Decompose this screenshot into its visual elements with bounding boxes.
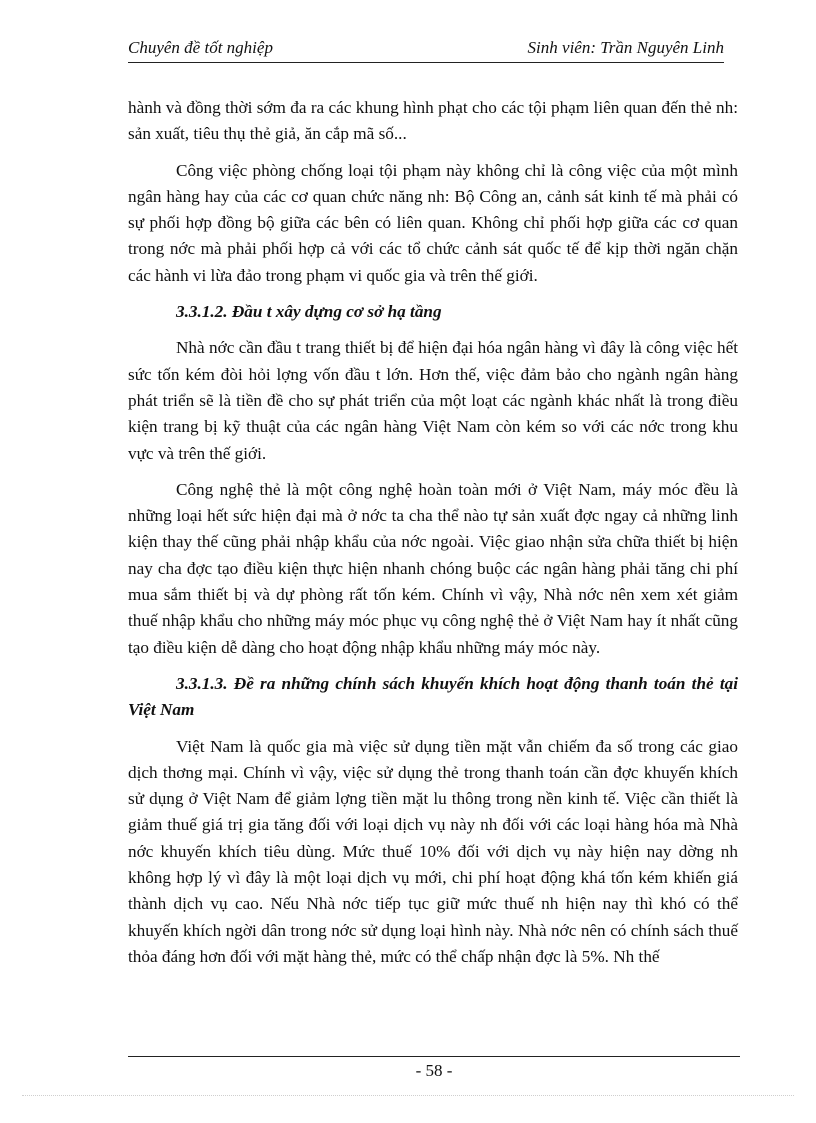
header-title: Chuyên đề tốt nghiệp [128, 38, 273, 57]
page-footer [128, 1056, 740, 1081]
paragraph-tax-policy: Việt Nam là quốc gia mà việc sử dụng tiền mặt vẫn chiếm đa số trong các giao dịch thơng mại. Chính vì vậy, việc sử dụng thẻ trong thanh toán cần đợc khuyến khích sử dụng ở Việt Nam để giảm lợng tiền mặt lu thông trong nền kinh tế. Việc cần thiết là giảm thuế giá trị gia tăng đối với loại dịch vụ này nh đối với các loại hàng hóa mà Nhà nớc khuyến khích tiêu dùng. Mức thuế 10% đối với dịch vụ này hiện nay dờng nh không hợp lý vì đây là một loại dịch vụ mới, chi phí hoạt động khá tốn kém khiến giá thành dịch vụ cao. Nếu Nhà nớc tiếp tục giữ mức thuế nh hiện nay thì khó có thể khuyến khích ngời dân trong nớc sử dụng loại hình này. Nhà nớc nên có chính sách thuế thỏa đáng hơn đối với mặt hàng thẻ, mức có thể chấp nhận đợc là 5%. Nh thế [128, 736, 738, 966]
paragraph-infrastructure: Nhà nớc cần đầu t trang thiết bị để hiện đại hóa ngân hàng vì đây là công việc hết sức tốn kém đòi hỏi lợng vốn đầu t lớn. Hơn thế, việc đảm bảo cho ngành ngân hàng phát triển sẽ là tiền đề cho sự phát triển của một loạt các ngành khác nhất là trong điều kiện trang bị kỹ thuật của các ngân hàng Việt Nam còn kém so với các nớc trong khu vực và trên thế giới. [128, 338, 738, 463]
section-heading-3-3-1-3: 3.3.1.3. Đề ra những chính sách khuyến khích hoạt động thanh toán thẻ tại Việt Nam [128, 673, 738, 720]
paragraph-intro: hành và đồng thời sớm đa ra các khung hình phạt cho các tội phạm liên quan đến thẻ nh: sản xuất, tiêu thụ thẻ giả, ăn cắp mã số... [128, 98, 738, 144]
page-header [128, 34, 724, 63]
paragraph-card-technology: Công nghệ thẻ là một công nghệ hoàn toàn mới ở Việt Nam, máy móc đều là những loại hết sức hiện đại mà ở nớc ta cha thể nào tự sản xuất đợc ngay cả những linh kiện thay thế cũng phải nhập khẩu của nớc ngoài. Việc giao nhận sửa chữa thiết bị hiện nay cha đợc tạo điều kiện thực hiện nhanh chóng buộc các ngân hàng phải tăng chi phí mua sắm thiết bị và dự phòng rất tốn kém. Chính vì vậy, Nhà nớc nên xem xét giảm thuế nhập khẩu cho những máy móc phục vụ công nghệ thẻ ở Việt Nam hay ít nhất cũng tạo điều kiện dễ dàng cho hoạt động nhập khẩu những máy móc này. [128, 479, 738, 657]
page-body [128, 95, 738, 980]
paragraph-crime-prevention: Công việc phòng chống loại tội phạm này không chỉ là công việc của một mình ngân hàng hay của các cơ quan chức năng nh: Bộ Công an, cảnh sát kinh tế mà phải có sự phối hợp đồng bộ giữa các bên có liên quan. Không chỉ phối hợp giữa các cơ quan trong nớc mà phải phối hợp cả với các tổ chức cảnh sát quốc tế để kịp thời ngăn chặn các hành vi lừa đảo trong phạm vi quốc gia và trên thế giới. [128, 160, 738, 285]
section-heading-3-3-1-2: 3.3.1.2. Đầu t xây dựng cơ sở hạ tầng [176, 302, 442, 322]
header-author: Sinh viên: Trần Nguyên Linh [527, 38, 724, 57]
page-edge-divider [22, 1095, 794, 1096]
page-number: - 58 - [415, 1061, 453, 1080]
